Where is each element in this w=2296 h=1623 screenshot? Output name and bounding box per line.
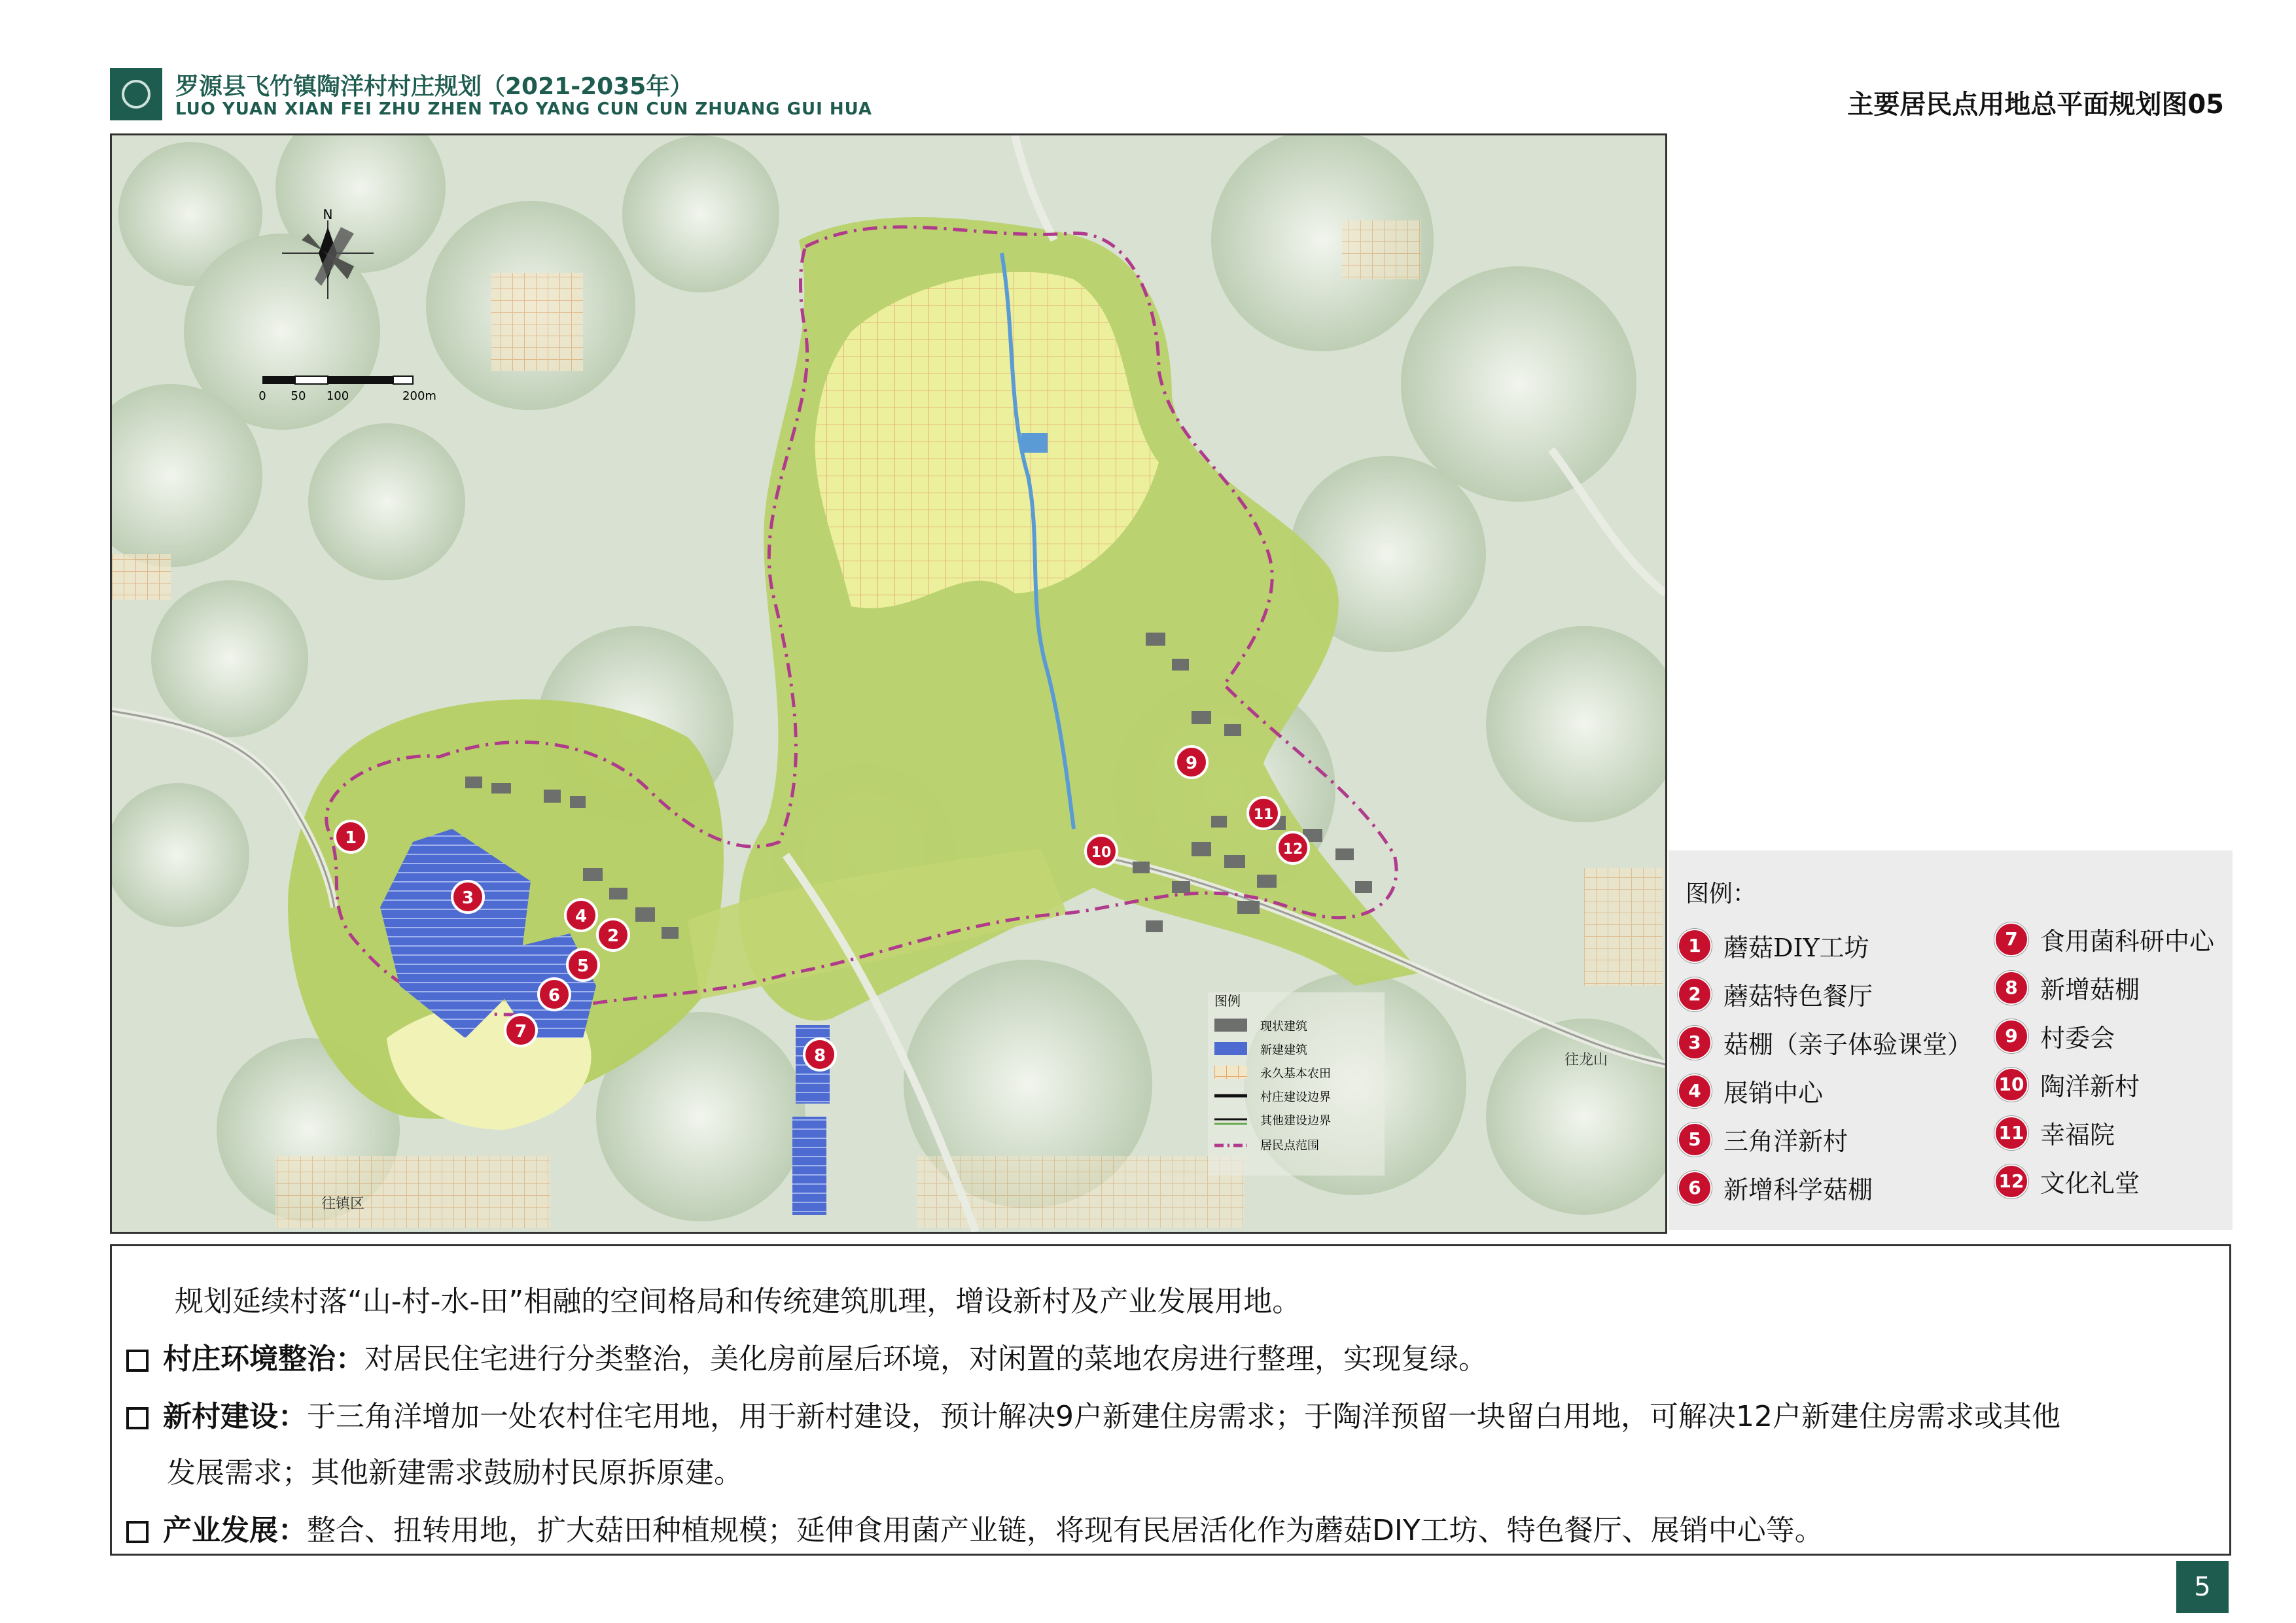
page-number: 5 [2176,1561,2229,1613]
description-item-label: 新村建设： [163,1400,307,1433]
description-item [126,1507,1824,1548]
legend-item [1994,1018,2115,1054]
legend-item [1994,921,2214,957]
marker-8 [804,1039,836,1070]
description-item-label: 产业发展： [163,1514,307,1547]
project-title-cn: 罗源县飞竹镇陶洋村村庄规划（2021-2035年） [175,73,694,100]
pond [1021,433,1048,453]
logo-mark-icon [122,80,150,109]
marker-1 [335,821,366,852]
legend-item [1994,1163,2140,1199]
legend-label: 村委会 [2040,1024,2115,1053]
description-intro: 规划延续村落“山-村-水-田”相融的空间格局和传统建筑肌理，增设新村及产业发展用地。 [175,1285,1301,1318]
marker-5 [567,949,599,981]
legend-item [1994,1066,2140,1102]
legend-item [1678,1073,1823,1109]
legend-number: 12 [1994,1164,2028,1198]
north-label: N [323,207,333,222]
description-item [126,1393,2060,1435]
marker-label: 4 [574,907,588,926]
legend-item [1678,1121,1848,1157]
marker-3 [452,881,484,913]
legend-label: 菇棚（亲子体验课堂） [1723,1030,1973,1059]
legend-number: 2 [1678,977,1712,1011]
map-canvas [112,135,1665,1232]
description-item-text: 对居民住宅进行分类整治，美化房前屋后环境，对闲置的菜地农房进行整理，实现复绿。 [364,1342,1487,1376]
marker-10 [1086,835,1117,867]
marker-label: 9 [1185,754,1198,773]
farmland-patch [1342,220,1421,279]
inner-legend-item: 新建建筑 [1260,1043,1307,1057]
farmland-patch [275,1156,550,1228]
inner-legend-item: 其他建设边界 [1260,1114,1331,1128]
legend-number: 3 [1678,1026,1712,1060]
legend-label: 新增菇棚 [2040,975,2140,1004]
marker-9 [1176,746,1207,778]
description-box [110,1244,2231,1556]
marker-label: 3 [461,888,474,908]
checkbox-icon [126,1407,149,1429]
marker-label: 10 [1091,845,1112,861]
marker-label: 2 [607,926,620,946]
legend-label: 三角洋新村 [1723,1127,1848,1156]
legend-number: 10 [1994,1068,2028,1102]
plan-title: 主要居民点用地总平面规划图05 [1847,90,2224,120]
marker-label: 1 [344,828,357,848]
farmland-patch [1584,868,1663,986]
scale-label: 50 [291,389,306,403]
legend-panel [1669,850,2233,1230]
legend-label: 蘑菇DIY工坊 [1723,934,1869,962]
description-item-label: 村庄环境整治： [163,1342,364,1376]
description-item-continued: 发展需求；其他新建需求鼓励村民原拆原建。 [167,1456,743,1490]
description-item [126,1335,1487,1377]
checkbox-icon [126,1521,149,1543]
marker-label: 5 [576,956,590,976]
marker-11 [1248,797,1279,829]
inner-legend-item: 居民点范围 [1260,1139,1319,1153]
legend-item [1678,976,1873,1012]
legend-label: 陶洋新村 [2040,1072,2140,1101]
marker-7 [505,1015,537,1046]
marker-2 [597,919,629,951]
marker-label: 8 [813,1046,826,1066]
inner-legend-item: 永久基本农田 [1260,1067,1331,1081]
marker-label: 12 [1282,841,1303,858]
legend-number: 7 [1994,922,2028,956]
description-item-text: 于三角洋增加一处农村住宅用地，用于新村建设，预计解决9户新建住房需求；于陶洋预留一块留白用地，可解决12户新建住房需求或其他 [307,1400,2060,1433]
legend-number: 8 [1994,971,2028,1005]
marker-4 [565,899,597,931]
legend-item [1994,1115,2115,1151]
inner-legend-item: 现状建筑 [1260,1020,1307,1034]
scale-label: 200m [402,389,436,403]
legend-label: 展销中心 [1723,1079,1824,1108]
legend-number: 9 [1994,1019,2028,1053]
inner-legend-title: 图例 [1214,993,1241,1009]
legend-label: 幸福院 [2040,1121,2115,1149]
legend-label: 新增科学菇棚 [1723,1176,1873,1204]
legend-label: 蘑菇特色餐厅 [1723,982,1873,1011]
legend-item [1994,969,2140,1005]
marker-12 [1277,832,1309,864]
inner-legend-item: 村庄建设边界 [1260,1091,1331,1104]
farmland-patch [917,1156,1244,1228]
marker-label: 6 [548,986,561,1005]
inner-legend [1208,992,1385,1176]
legend-label: 食用菌科研中心 [2040,927,2215,956]
marker-label: 7 [514,1022,527,1041]
place-label: 往龙山 [1564,1052,1608,1068]
legend-label: 文化礼堂 [2040,1169,2140,1198]
legend-number: 11 [1994,1116,2028,1150]
scale-label: 0 [258,389,266,403]
site-plan-map[interactable] [110,133,1667,1234]
legend-number: 1 [1678,929,1712,963]
legend-number: 5 [1678,1123,1712,1157]
legend-number: 4 [1678,1074,1712,1108]
legend-item [1678,1170,1873,1206]
legend-item [1678,928,1869,964]
farmland-patch [491,273,583,371]
checkbox-icon [126,1350,149,1372]
farmland-patch [112,554,171,600]
marker-6 [539,979,570,1010]
legend-title: 图例： [1686,881,1757,907]
place-label: 往镇区 [321,1196,365,1212]
description-item-text: 整合、扭转用地，扩大菇田种植规模；延伸食用菌产业链，将现有民居活化作为蘑菇DIY工坊、特色餐厅、展销中心等。 [307,1514,1824,1547]
logo [110,68,162,120]
legend-item [1678,1024,1972,1060]
marker-label: 11 [1253,807,1274,823]
project-title-en: LUO YUAN XIAN FEI ZHU ZHEN TAO YANG CUN CUN ZHUANG GUI HUA [175,99,873,119]
legend-number: 6 [1678,1171,1712,1205]
scale-label: 100 [326,389,349,403]
